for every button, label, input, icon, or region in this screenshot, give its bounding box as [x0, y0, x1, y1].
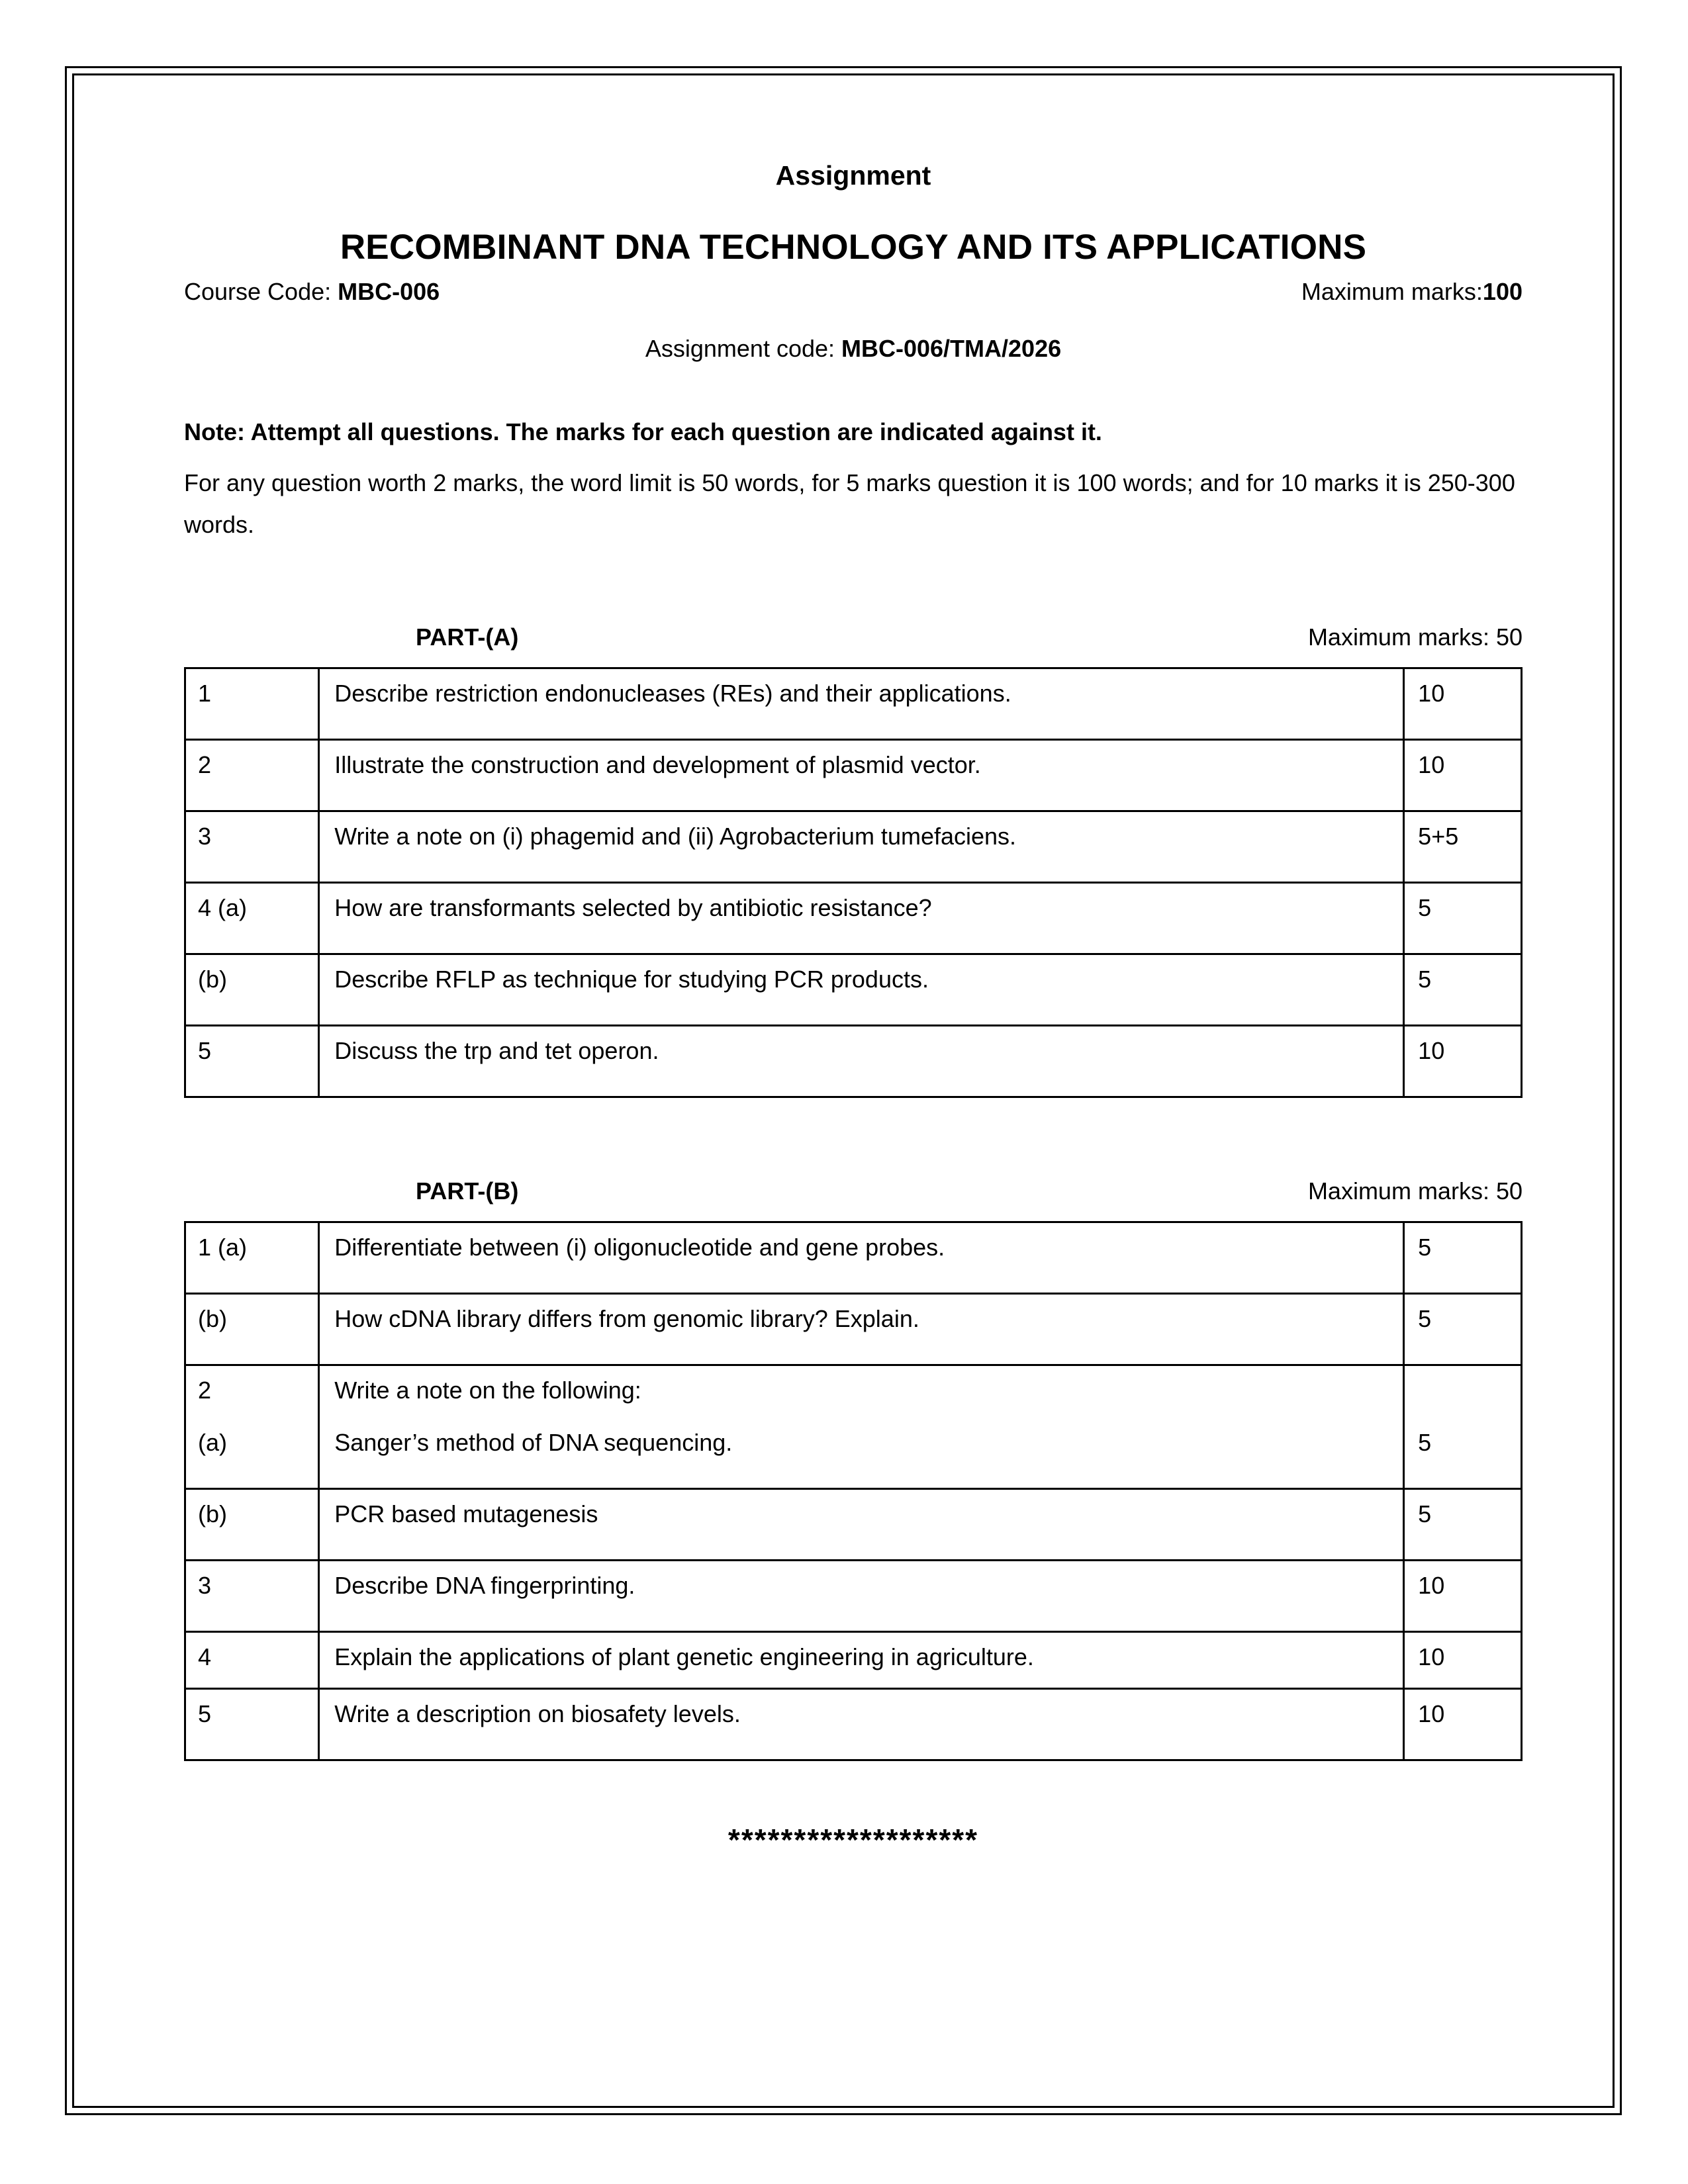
question-number: 4 (a) — [185, 882, 319, 954]
question-number: 5 — [185, 1688, 319, 1760]
part-b-table — [184, 1221, 1523, 1761]
table-row — [185, 1418, 1522, 1489]
question-marks: 10 — [1404, 1560, 1522, 1631]
question-marks: 5 — [1404, 954, 1522, 1025]
maximum-marks-label: Maximum marks: — [1301, 277, 1483, 305]
part-b-heading-row — [184, 1177, 1523, 1205]
question-marks: 5 — [1404, 1222, 1522, 1293]
question-marks: 10 — [1404, 668, 1522, 739]
course-title: RECOMBINANT DNA TECHNOLOGY AND ITS APPLICATIONS — [340, 228, 1367, 267]
course-meta-row — [184, 278, 1523, 306]
assignment-code-value: MBC-006/TMA/2026 — [841, 334, 1062, 362]
assignment-code — [184, 335, 1523, 363]
document-content — [184, 159, 1523, 1858]
question-text: Illustrate the construction and development of plasmid vector. — [319, 739, 1404, 811]
table-row — [185, 1365, 1522, 1418]
question-number: 2 — [185, 1365, 319, 1418]
part-a-table — [184, 667, 1523, 1098]
question-marks: 5 — [1404, 1418, 1522, 1489]
table-row — [185, 1025, 1522, 1097]
question-text: Describe RFLP as technique for studying PCR products. — [319, 954, 1404, 1025]
question-marks: 10 — [1404, 1025, 1522, 1097]
part-b-label: PART-(B) — [416, 1177, 519, 1205]
question-text: Sanger’s method of DNA sequencing. — [319, 1418, 1404, 1489]
question-text: How cDNA library differs from genomic library? Explain. — [319, 1293, 1404, 1365]
question-number: (a) — [185, 1418, 319, 1489]
question-number: 1 (a) — [185, 1222, 319, 1293]
table-row — [185, 739, 1522, 811]
maximum-marks — [1301, 278, 1523, 306]
table-row — [185, 1293, 1522, 1365]
question-marks: 5 — [1404, 882, 1522, 954]
footer-asterisks: ******************* — [727, 1822, 979, 1857]
part-a-table-body — [185, 668, 1522, 1097]
question-number: 4 — [185, 1631, 319, 1688]
question-text: Explain the applications of plant genetic engineering in agriculture. — [319, 1631, 1404, 1688]
table-row — [185, 954, 1522, 1025]
question-marks: 5 — [1404, 1488, 1522, 1560]
question-text: How are transformants selected by antibiotic resistance? — [319, 882, 1404, 954]
assignment-code-label: Assignment code: — [645, 334, 842, 362]
question-marks: 10 — [1404, 739, 1522, 811]
table-row — [185, 1560, 1522, 1631]
part-a-heading-row — [184, 623, 1523, 651]
question-number: 5 — [185, 1025, 319, 1097]
question-number: (b) — [185, 1293, 319, 1365]
question-marks: 10 — [1404, 1688, 1522, 1760]
part-a-max-marks: Maximum marks: 50 — [1307, 623, 1523, 651]
question-text: Describe restriction endonucleases (REs) and their applications. — [319, 668, 1404, 739]
part-a-label: PART-(A) — [416, 623, 519, 651]
note-heading: Note: Attempt all questions. The marks for each question are indicated against it. — [184, 418, 1102, 445]
question-text: Write a description on biosafety levels. — [319, 1688, 1404, 1760]
course-code-label: Course Code: — [184, 277, 338, 305]
part-b-max-marks: Maximum marks: 50 — [1307, 1177, 1523, 1205]
question-marks — [1404, 1365, 1522, 1418]
question-text: Write a note on the following: — [319, 1365, 1404, 1418]
course-code-value: MBC-006 — [338, 277, 440, 305]
question-number: 1 — [185, 668, 319, 739]
note-body: For any question worth 2 marks, the word limit is 50 words, for 5 marks question it is 100 words; and for 10 marks it is 250-300 words. — [184, 469, 1515, 538]
question-text: Differentiate between (i) oligonucleotide and gene probes. — [319, 1222, 1404, 1293]
question-text: Describe DNA fingerprinting. — [319, 1560, 1404, 1631]
course-code — [184, 278, 440, 306]
table-row — [185, 668, 1522, 739]
table-row — [185, 1222, 1522, 1293]
question-number: (b) — [185, 954, 319, 1025]
question-text: Write a note on (i) phagemid and (ii) Agrobacterium tumefaciens. — [319, 811, 1404, 882]
question-number: 2 — [185, 739, 319, 811]
question-text: PCR based mutagenesis — [319, 1488, 1404, 1560]
question-marks: 10 — [1404, 1631, 1522, 1688]
page-title: Assignment — [775, 160, 931, 191]
question-number: 3 — [185, 811, 319, 882]
table-row — [185, 1488, 1522, 1560]
maximum-marks-value: 100 — [1482, 277, 1523, 305]
question-marks: 5 — [1404, 1293, 1522, 1365]
question-text: Discuss the trp and tet operon. — [319, 1025, 1404, 1097]
question-number: 3 — [185, 1560, 319, 1631]
table-row — [185, 1688, 1522, 1760]
table-row — [185, 1631, 1522, 1688]
question-number: (b) — [185, 1488, 319, 1560]
table-row — [185, 811, 1522, 882]
question-marks: 5+5 — [1404, 811, 1522, 882]
table-row — [185, 882, 1522, 954]
part-b-table-body — [185, 1222, 1522, 1760]
